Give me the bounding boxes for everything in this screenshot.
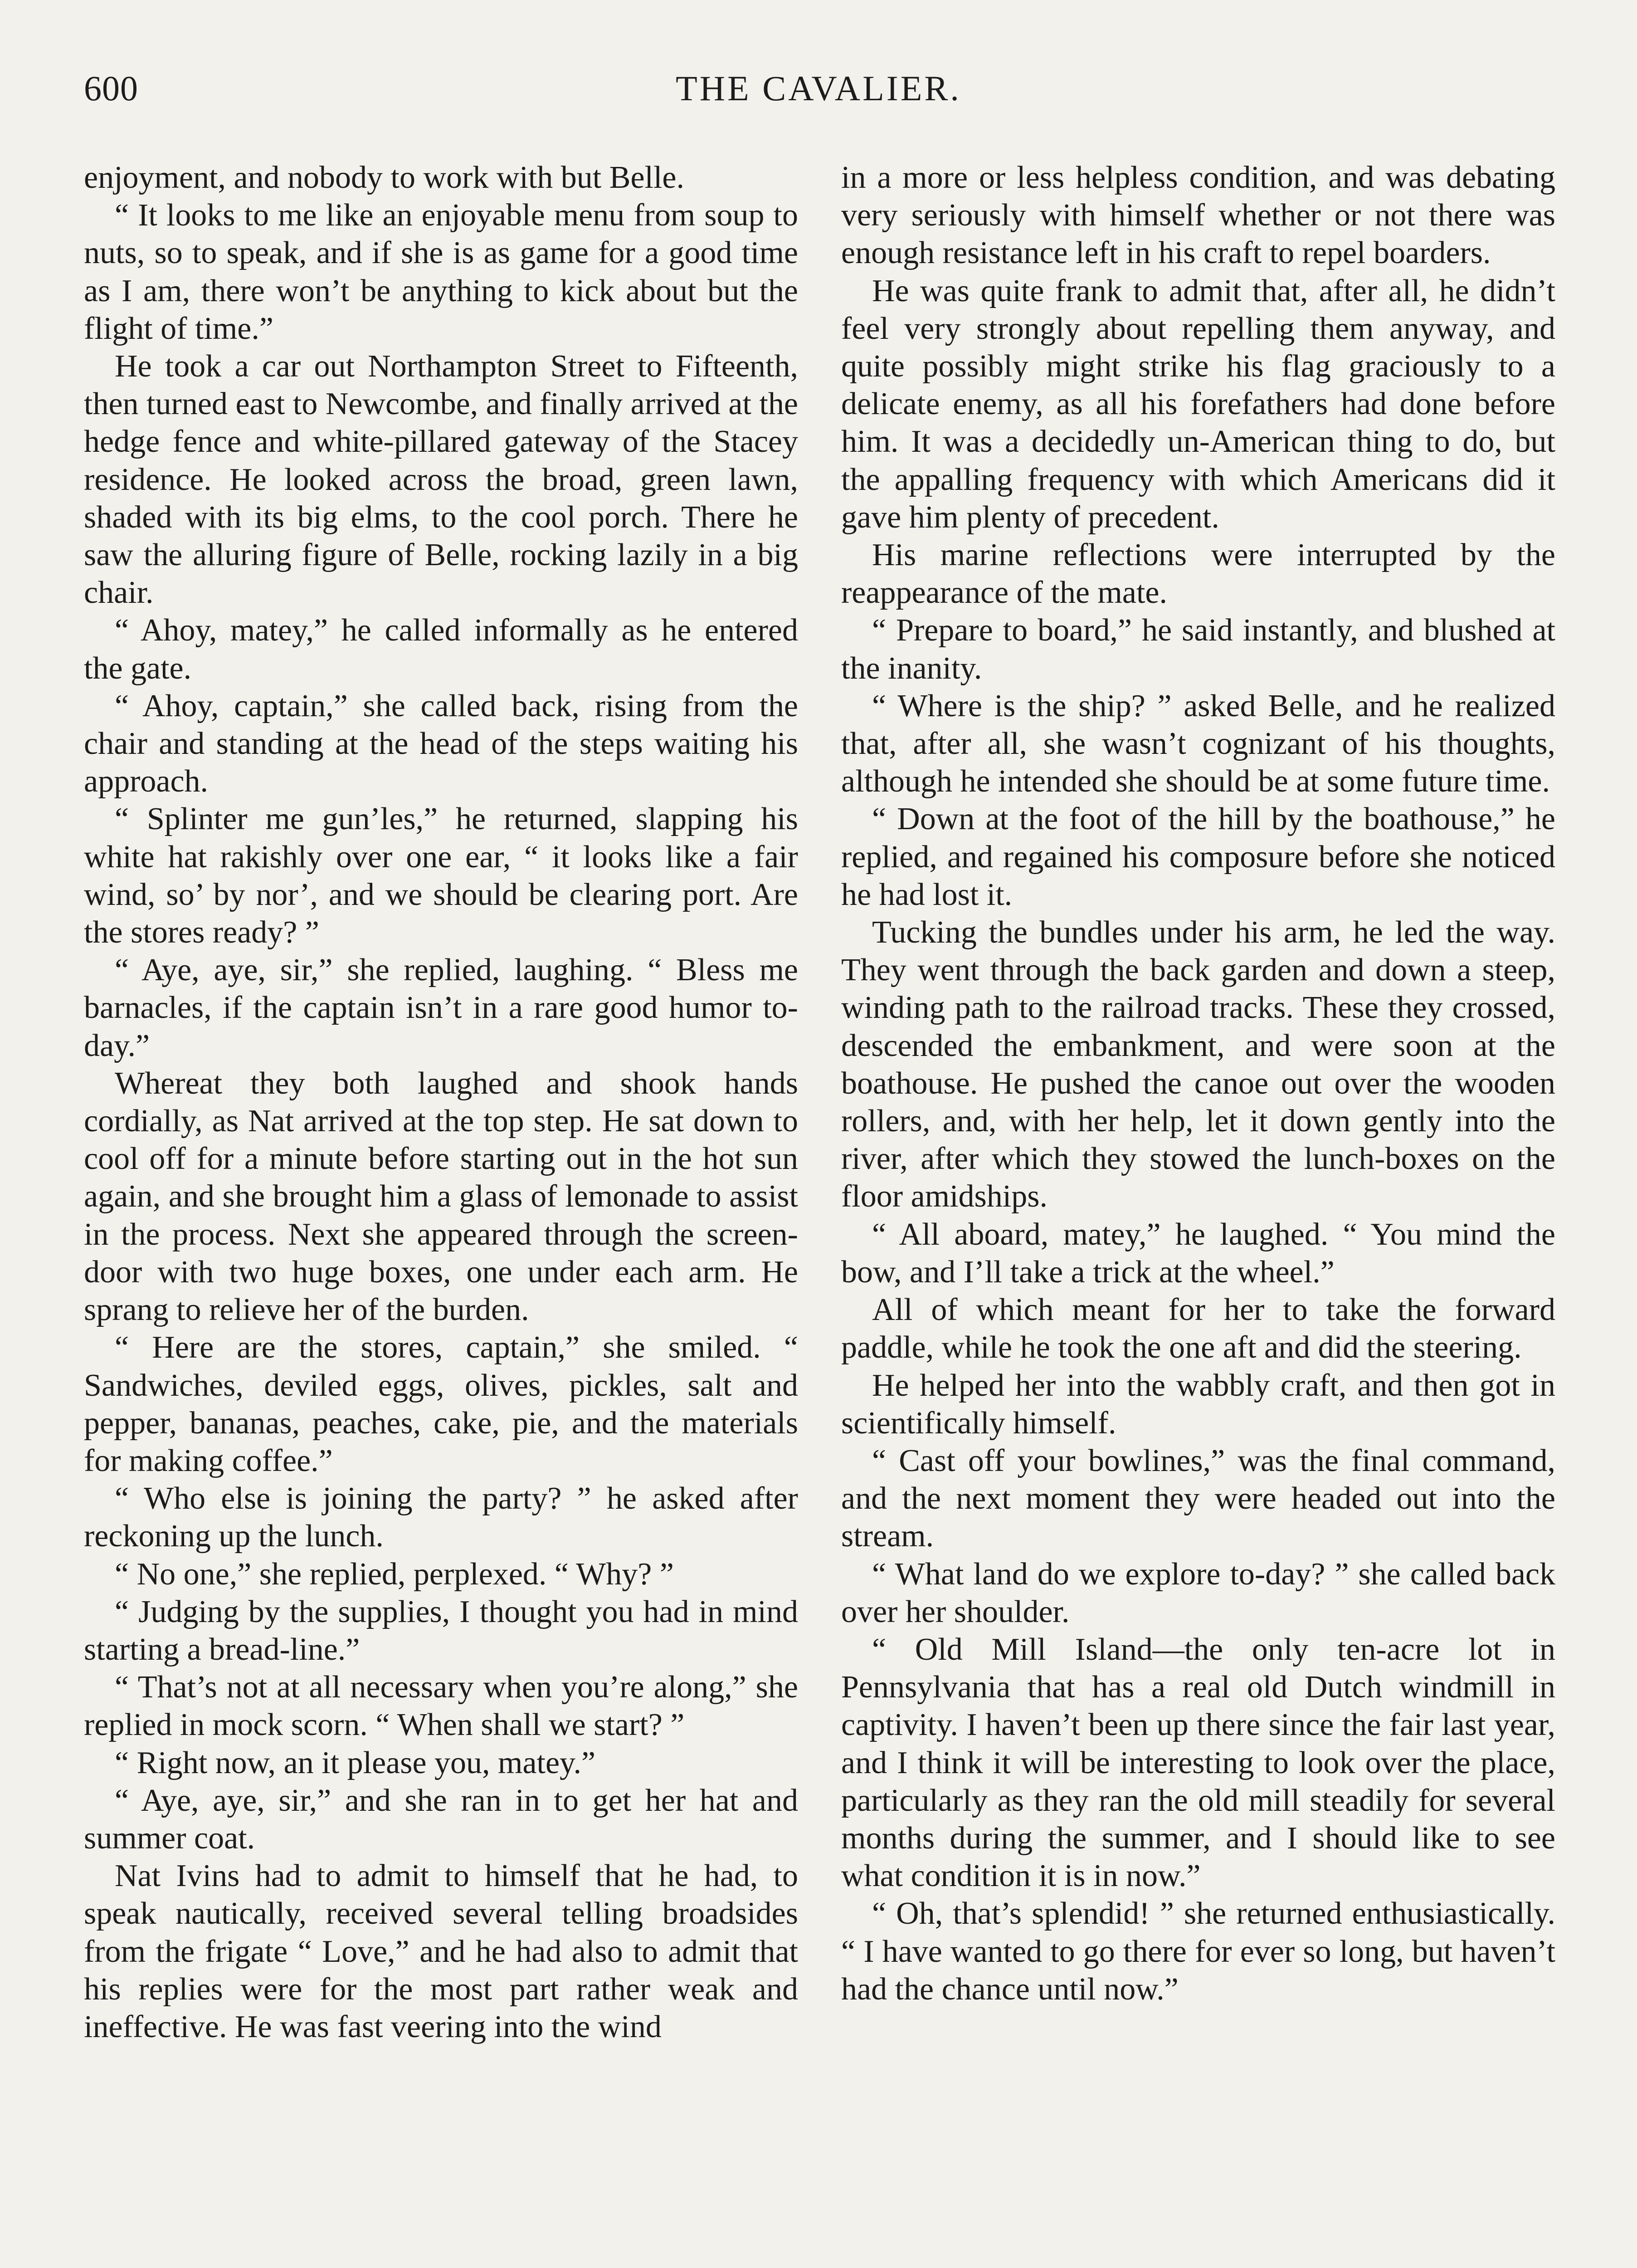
paragraph: “ Judging by the supplies, I thought you had in mind starting a bread-line.” [84,1594,798,1667]
paragraph: He took a car out Northampton Street to Fifteenth, then turned east to Newcombe, and finally arrived at the hedge fence and white-pillared gateway of the Stacey residence. He looked across the broad, green lawn, shaded with its big elms, to the cool porch. There he saw the alluring figure of Belle, rocking lazily in a big chair. [84,349,798,611]
running-title: THE CAVALIER. [676,68,961,108]
paragraph: He was quite frank to admit that, after all, he didn’t feel very strongly about repelling them anyway, and quite possibly might strike his flag graciously to a delicate enemy, as all his forefathers had done before him. It was a decidedly un-American thing to do, but the appalling frequency with which Americans did it gave him plenty of precedent. [841,273,1555,535]
paragraph: “ Who else is joining the party? ” he asked after reckoning up the lunch. [84,1481,798,1554]
paragraph: Tucking the bundles under his arm, he led the way. They went through the back garden and down a steep, winding path to the railroad tracks. These they crossed, descended the embankment, and were soon at the boathouse. He pushed the canoe out over the wooden rollers, and, with her help, let it down gently into the river, after which they stowed the lunch-boxes on the floor amidships. [841,915,1555,1214]
paragraph: All of which meant for her to take the forward paddle, while he took the one aft and did the steering. [841,1292,1555,1365]
paragraph: “ It looks to me like an enjoyable menu from soup to nuts, so to speak, and if she is as game for a good time as I am, there won’t be anything to kick about but the flight of time.” [84,198,798,346]
paragraph: “ Down at the foot of the hill by the boathouse,” he replied, and regained his composure before she noticed he had lost it. [841,802,1555,912]
page-number: 600 [84,68,138,108]
paragraph: “ Cast off your bowlines,” was the final command, and the next moment they were headed out into the stream. [841,1443,1555,1554]
paragraph: “ All aboard, matey,” he laughed. “ You mind the bow, and I’ll take a trick at the wheel.” [841,1217,1555,1290]
left-text-column [84,159,798,2046]
page-header [84,68,1553,122]
paragraph: “ Splinter me gun’les,” he returned, slapping his white hat rakishly over one ear, “ it looks like a fair wind, so’ by nor’, and we should be clearing port. Are the stores ready? ” [84,802,798,950]
paragraph: “ Aye, aye, sir,” and she ran in to get her hat and summer coat. [84,1783,798,1856]
paragraph: “ No one,” she replied, perplexed. “ Why? ” [115,1556,674,1592]
paragraph: Whereat they both laughed and shook hands cordially, as Nat arrived at the top step. He sat down to cool off for a minute before starting out in the hot sun again, and she brought him a glass of lemonade to assist in the process. Next she appeared through the screen-door with two huge boxes, one under each arm. He sprang to relieve her of the burden. [84,1066,798,1328]
paragraph: “ Where is the ship? ” asked Belle, and he realized that, after all, she wasn’t cognizant of his thoughts, although he intended she should be at some future time. [841,688,1555,799]
paragraph: enjoyment, and nobody to work with but Belle. [84,160,684,195]
paragraph: “ Old Mill Island—the only ten-acre lot in Pennsylvania that has a real old Dutch windmill in captivity. I haven’t been up there since the fair last year, and I think it will be interesting to look over the place, particularly as they ran the old mill steadily for several months during the summer, and I should like to see what condition it is in now.” [841,1632,1555,1894]
paragraph: “ Prepare to board,” he said instantly, and blushed at the inanity. [841,613,1555,686]
paragraph: “ Ahoy, matey,” he called informally as he entered the gate. [84,613,798,686]
paragraph: Nat Ivins had to admit to himself that he had, to speak nautically, received several telling broadsides from the frigate “ Love,” and he had also to admit that his replies were for the most part rather weak and ineffective. He was fast veering into the wind [84,1858,798,2044]
paragraph: “ Here are the stores, captain,” she smiled. “ Sandwiches, deviled eggs, olives, pickles, salt and pepper, bananas, peaches, cake, pie, and the materials for making coffee.” [84,1330,798,1478]
paragraph: “ Right now, an it please you, matey.” [115,1745,596,1780]
paragraph: “ Oh, that’s splendid! ” she returned enthusiastically. “ I have wanted to go there for ever so long, but haven’t had the chance until now.” [841,1896,1555,2007]
paragraph: “ Ahoy, captain,” she called back, rising from the chair and standing at the head of the steps waiting his approach. [84,688,798,799]
paragraph: “ What land do we explore to-day? ” she called back over her shoulder. [841,1556,1555,1629]
right-text-column [841,159,1555,2008]
paragraph: in a more or less helpless condition, and was debating very seriously with himself whether or not there was enough resistance left in his craft to repel boarders. [841,160,1555,271]
paragraph: He helped her into the wabbly craft, and then got in scientifically himself. [841,1368,1555,1441]
paragraph: “ That’s not at all necessary when you’re along,” she replied in mock scorn. “ When shall we start? ” [84,1670,798,1743]
paragraph: His marine reflections were interrupted by the reappearance of the mate. [841,538,1555,611]
paragraph: “ Aye, aye, sir,” she replied, laughing. “ Bless me barnacles, if the captain isn’t in a rare good humor to-day.” [84,953,798,1063]
